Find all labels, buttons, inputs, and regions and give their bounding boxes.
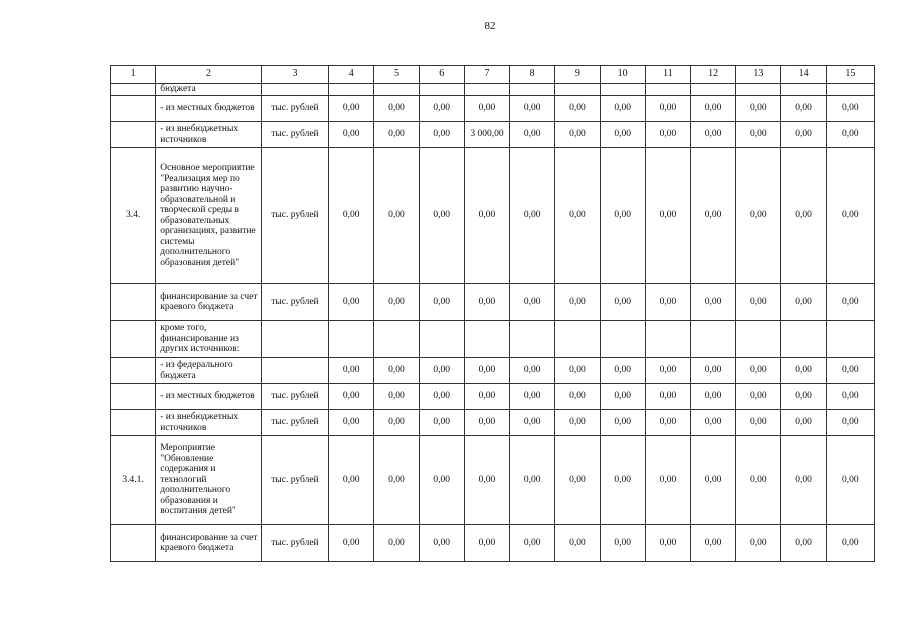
value-cell: 0,00 bbox=[691, 148, 736, 284]
value-cell bbox=[736, 84, 781, 96]
value-cell: 0,00 bbox=[691, 96, 736, 122]
row-unit-cell: тыс. рублей bbox=[261, 525, 328, 562]
row-name-cell: - из местных бюджетов bbox=[156, 96, 262, 122]
value-cell: 0,00 bbox=[645, 284, 690, 321]
header-row bbox=[111, 66, 875, 84]
value-cell: 0,00 bbox=[464, 410, 509, 436]
row-name-cell: Мероприятие "Обновление содержания и технологий дополнительного образования и воспитания детей" bbox=[156, 436, 262, 525]
page-number: 82 bbox=[484, 20, 496, 32]
value-cell: 0,00 bbox=[374, 436, 419, 525]
row-unit-cell: тыс. рублей bbox=[261, 410, 328, 436]
value-cell: 0,00 bbox=[329, 358, 374, 384]
value-cell: 0,00 bbox=[329, 284, 374, 321]
value-cell: 0,00 bbox=[826, 525, 874, 562]
table-row bbox=[111, 84, 875, 96]
value-cell: 0,00 bbox=[736, 148, 781, 284]
header-cell: 3 bbox=[261, 66, 328, 84]
value-cell: 0,00 bbox=[645, 358, 690, 384]
budget-table-body bbox=[111, 66, 875, 562]
table-row bbox=[111, 436, 875, 525]
row-name-cell: финансирование за счет краевого бюджета bbox=[156, 525, 262, 562]
table-row bbox=[111, 384, 875, 410]
value-cell: 0,00 bbox=[374, 384, 419, 410]
value-cell: 0,00 bbox=[329, 436, 374, 525]
value-cell: 0,00 bbox=[555, 410, 600, 436]
value-cell bbox=[374, 321, 419, 358]
table-row bbox=[111, 525, 875, 562]
value-cell: 0,00 bbox=[736, 436, 781, 525]
value-cell: 0,00 bbox=[464, 148, 509, 284]
value-cell: 0,00 bbox=[826, 96, 874, 122]
value-cell: 0,00 bbox=[691, 122, 736, 148]
header-cell: 10 bbox=[600, 66, 645, 84]
value-cell: 0,00 bbox=[510, 122, 555, 148]
value-cell: 0,00 bbox=[510, 358, 555, 384]
value-cell: 0,00 bbox=[374, 284, 419, 321]
header-cell: 5 bbox=[374, 66, 419, 84]
value-cell: 0,00 bbox=[691, 358, 736, 384]
value-cell: 0,00 bbox=[781, 384, 826, 410]
header-cell: 15 bbox=[826, 66, 874, 84]
value-cell bbox=[781, 321, 826, 358]
value-cell: 0,00 bbox=[691, 384, 736, 410]
value-cell bbox=[555, 321, 600, 358]
value-cell: 0,00 bbox=[600, 436, 645, 525]
value-cell: 0,00 bbox=[826, 284, 874, 321]
value-cell: 0,00 bbox=[645, 410, 690, 436]
value-cell: 0,00 bbox=[555, 384, 600, 410]
row-number-cell bbox=[111, 321, 156, 358]
value-cell bbox=[781, 84, 826, 96]
value-cell: 0,00 bbox=[826, 384, 874, 410]
value-cell bbox=[826, 321, 874, 358]
value-cell: 0,00 bbox=[555, 122, 600, 148]
value-cell: 0,00 bbox=[826, 122, 874, 148]
value-cell: 0,00 bbox=[781, 436, 826, 525]
header-cell: 9 bbox=[555, 66, 600, 84]
value-cell: 0,00 bbox=[645, 525, 690, 562]
table-row bbox=[111, 96, 875, 122]
value-cell: 0,00 bbox=[419, 148, 464, 284]
value-cell: 0,00 bbox=[329, 148, 374, 284]
value-cell: 0,00 bbox=[736, 525, 781, 562]
value-cell: 0,00 bbox=[600, 122, 645, 148]
value-cell bbox=[645, 84, 690, 96]
row-number-cell bbox=[111, 96, 156, 122]
row-number-cell: 3.4.1. bbox=[111, 436, 156, 525]
table-row bbox=[111, 321, 875, 358]
value-cell: 0,00 bbox=[510, 148, 555, 284]
row-name-cell: - из внебюджетных источников bbox=[156, 122, 262, 148]
header-cell: 6 bbox=[419, 66, 464, 84]
value-cell: 0,00 bbox=[419, 525, 464, 562]
value-cell: 0,00 bbox=[374, 148, 419, 284]
row-name-cell: - из внебюджетных источников bbox=[156, 410, 262, 436]
row-number-cell bbox=[111, 84, 156, 96]
value-cell: 0,00 bbox=[691, 525, 736, 562]
value-cell: 0,00 bbox=[555, 284, 600, 321]
value-cell: 0,00 bbox=[736, 122, 781, 148]
row-number-cell bbox=[111, 384, 156, 410]
value-cell: 0,00 bbox=[691, 410, 736, 436]
value-cell bbox=[510, 321, 555, 358]
row-unit-cell: тыс. рублей bbox=[261, 284, 328, 321]
value-cell: 0,00 bbox=[600, 284, 645, 321]
value-cell bbox=[464, 321, 509, 358]
value-cell: 0,00 bbox=[600, 148, 645, 284]
value-cell bbox=[329, 84, 374, 96]
value-cell: 0,00 bbox=[329, 122, 374, 148]
value-cell: 0,00 bbox=[464, 525, 509, 562]
value-cell: 0,00 bbox=[781, 148, 826, 284]
value-cell: 0,00 bbox=[600, 384, 645, 410]
row-name-cell: кроме того, финансирование из других источников: bbox=[156, 321, 262, 358]
row-name-cell: финансирование за счет краевого бюджета bbox=[156, 284, 262, 321]
value-cell: 0,00 bbox=[419, 358, 464, 384]
value-cell: 0,00 bbox=[510, 284, 555, 321]
value-cell bbox=[464, 84, 509, 96]
value-cell bbox=[691, 321, 736, 358]
value-cell bbox=[510, 84, 555, 96]
table-row bbox=[111, 358, 875, 384]
table-row bbox=[111, 148, 875, 284]
value-cell: 0,00 bbox=[691, 284, 736, 321]
row-unit-cell bbox=[261, 321, 328, 358]
value-cell: 0,00 bbox=[329, 410, 374, 436]
value-cell: 0,00 bbox=[374, 410, 419, 436]
value-cell: 0,00 bbox=[645, 122, 690, 148]
value-cell: 0,00 bbox=[464, 96, 509, 122]
table-row bbox=[111, 410, 875, 436]
row-number-cell: 3.4. bbox=[111, 148, 156, 284]
value-cell: 0,00 bbox=[736, 96, 781, 122]
row-number-cell bbox=[111, 358, 156, 384]
row-unit-cell: тыс. рублей bbox=[261, 96, 328, 122]
table-row bbox=[111, 284, 875, 321]
value-cell: 0,00 bbox=[645, 384, 690, 410]
row-number-cell bbox=[111, 284, 156, 321]
value-cell bbox=[600, 321, 645, 358]
value-cell: 0,00 bbox=[645, 436, 690, 525]
value-cell: 0,00 bbox=[781, 410, 826, 436]
value-cell: 0,00 bbox=[736, 410, 781, 436]
value-cell: 0,00 bbox=[555, 525, 600, 562]
row-unit-cell bbox=[261, 84, 328, 96]
value-cell: 3 000,00 bbox=[464, 122, 509, 148]
row-number-cell bbox=[111, 122, 156, 148]
value-cell: 0,00 bbox=[419, 384, 464, 410]
value-cell: 0,00 bbox=[826, 358, 874, 384]
row-name-cell: бюджета bbox=[156, 84, 262, 96]
value-cell bbox=[374, 84, 419, 96]
header-cell: 11 bbox=[645, 66, 690, 84]
value-cell bbox=[419, 84, 464, 96]
value-cell: 0,00 bbox=[691, 436, 736, 525]
header-cell: 2 bbox=[156, 66, 262, 84]
value-cell: 0,00 bbox=[781, 122, 826, 148]
value-cell bbox=[555, 84, 600, 96]
value-cell: 0,00 bbox=[464, 284, 509, 321]
value-cell: 0,00 bbox=[464, 358, 509, 384]
value-cell: 0,00 bbox=[600, 358, 645, 384]
value-cell: 0,00 bbox=[374, 122, 419, 148]
value-cell: 0,00 bbox=[736, 284, 781, 321]
value-cell: 0,00 bbox=[510, 96, 555, 122]
value-cell bbox=[691, 84, 736, 96]
value-cell bbox=[329, 321, 374, 358]
budget-table bbox=[110, 65, 875, 562]
value-cell: 0,00 bbox=[419, 410, 464, 436]
value-cell: 0,00 bbox=[510, 436, 555, 525]
value-cell: 0,00 bbox=[736, 358, 781, 384]
header-cell: 4 bbox=[329, 66, 374, 84]
value-cell: 0,00 bbox=[781, 284, 826, 321]
row-unit-cell: тыс. рублей bbox=[261, 148, 328, 284]
header-cell: 8 bbox=[510, 66, 555, 84]
value-cell: 0,00 bbox=[464, 384, 509, 410]
value-cell bbox=[736, 321, 781, 358]
value-cell: 0,00 bbox=[555, 436, 600, 525]
value-cell bbox=[600, 84, 645, 96]
value-cell: 0,00 bbox=[645, 96, 690, 122]
header-cell: 1 bbox=[111, 66, 156, 84]
row-unit-cell: тыс. рублей bbox=[261, 122, 328, 148]
value-cell: 0,00 bbox=[555, 358, 600, 384]
value-cell bbox=[419, 321, 464, 358]
value-cell: 0,00 bbox=[600, 410, 645, 436]
row-unit-cell: тыс. рублей bbox=[261, 436, 328, 525]
value-cell: 0,00 bbox=[374, 525, 419, 562]
value-cell: 0,00 bbox=[826, 436, 874, 525]
value-cell: 0,00 bbox=[419, 284, 464, 321]
value-cell: 0,00 bbox=[419, 436, 464, 525]
value-cell: 0,00 bbox=[600, 96, 645, 122]
value-cell: 0,00 bbox=[645, 148, 690, 284]
value-cell: 0,00 bbox=[374, 358, 419, 384]
header-cell: 12 bbox=[691, 66, 736, 84]
header-cell: 7 bbox=[464, 66, 509, 84]
value-cell: 0,00 bbox=[781, 358, 826, 384]
value-cell: 0,00 bbox=[419, 122, 464, 148]
value-cell bbox=[645, 321, 690, 358]
row-name-cell: - из федерального бюджета bbox=[156, 358, 262, 384]
row-name-cell: Основное мероприятие "Реализация мер по развитию научно-образовательной и творческой среды в образовательных организациях, развитие системы дополнительного образования детей" bbox=[156, 148, 262, 284]
value-cell: 0,00 bbox=[510, 384, 555, 410]
row-name-cell: - из местных бюджетов bbox=[156, 384, 262, 410]
value-cell: 0,00 bbox=[781, 96, 826, 122]
row-number-cell bbox=[111, 525, 156, 562]
value-cell: 0,00 bbox=[510, 525, 555, 562]
row-unit-cell: тыс. рублей bbox=[261, 384, 328, 410]
value-cell: 0,00 bbox=[555, 148, 600, 284]
value-cell: 0,00 bbox=[329, 96, 374, 122]
row-unit-cell bbox=[261, 358, 328, 384]
value-cell bbox=[826, 84, 874, 96]
value-cell: 0,00 bbox=[826, 410, 874, 436]
header-cell: 14 bbox=[781, 66, 826, 84]
value-cell: 0,00 bbox=[510, 410, 555, 436]
value-cell: 0,00 bbox=[781, 525, 826, 562]
value-cell: 0,00 bbox=[329, 525, 374, 562]
value-cell: 0,00 bbox=[600, 525, 645, 562]
value-cell: 0,00 bbox=[555, 96, 600, 122]
table-row bbox=[111, 122, 875, 148]
row-number-cell bbox=[111, 410, 156, 436]
value-cell: 0,00 bbox=[419, 96, 464, 122]
value-cell: 0,00 bbox=[374, 96, 419, 122]
value-cell: 0,00 bbox=[464, 436, 509, 525]
value-cell: 0,00 bbox=[826, 148, 874, 284]
header-cell: 13 bbox=[736, 66, 781, 84]
value-cell: 0,00 bbox=[329, 384, 374, 410]
value-cell: 0,00 bbox=[736, 384, 781, 410]
